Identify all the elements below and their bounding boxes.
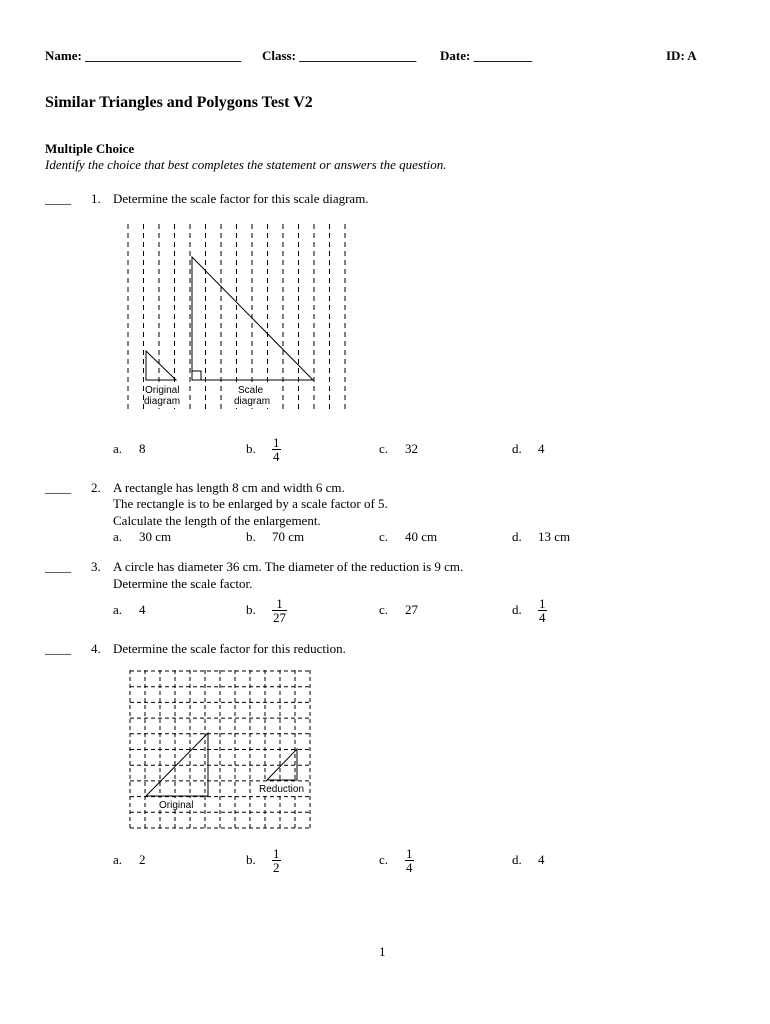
answer-blank: ____ — [45, 480, 71, 495]
option-text: 4 — [538, 441, 545, 456]
option-b — [246, 593, 287, 627]
option-a — [113, 843, 146, 877]
option-c — [379, 432, 418, 466]
option-letter: b. — [246, 441, 256, 456]
question-number: 3. — [91, 559, 101, 574]
option-fraction — [538, 597, 547, 624]
option-d — [512, 593, 547, 627]
original-triangle — [146, 733, 208, 796]
question-text: Determine the scale factor. — [113, 576, 253, 591]
option-text: 8 — [139, 441, 146, 456]
section-instructions: Identify the choice that best completes the statement or answers the question. — [45, 157, 447, 172]
option-c — [379, 529, 437, 545]
name-label: Name: — [45, 48, 82, 63]
question-text: A rectangle has length 8 cm and width 6 cm. — [113, 480, 345, 495]
class-blank: __________________ — [299, 48, 417, 63]
reduction-label: Reduction — [259, 784, 305, 795]
original-label-line2: diagram — [144, 396, 181, 407]
test-id: ID: A — [666, 48, 697, 63]
fraction-numerator: 1 — [539, 595, 546, 611]
original-label-line1: Original — [145, 385, 180, 396]
scale-diagram-figure — [118, 222, 368, 414]
date-field — [440, 48, 532, 64]
option-c — [379, 843, 414, 877]
fraction-denominator: 27 — [273, 609, 286, 625]
name-field — [45, 48, 241, 64]
page-number: 1 — [379, 944, 386, 959]
option-text: 40 cm — [405, 529, 438, 544]
option-letter: d. — [512, 441, 522, 456]
scale-label-line1: Scale — [238, 385, 264, 396]
question-text: The rectangle is to be enlarged by a scale factor of 5. — [113, 496, 388, 511]
option-letter: b. — [246, 529, 256, 544]
option-text: 2 — [139, 852, 146, 867]
class-field — [262, 48, 416, 64]
option-letter: c. — [379, 529, 389, 544]
answer-blank: ____ — [45, 191, 71, 206]
original-label: Original — [159, 800, 194, 811]
right-angle-marker — [192, 371, 201, 380]
fraction-denominator: 2 — [273, 859, 280, 875]
question-text: Calculate the length of the enlargement. — [113, 513, 321, 528]
option-d — [512, 529, 570, 545]
question-number: 2. — [91, 480, 101, 495]
option-letter: d. — [512, 529, 522, 544]
option-letter: c. — [379, 852, 389, 867]
option-letter: c. — [379, 441, 389, 456]
fraction-numerator: 1 — [273, 434, 280, 450]
option-text: 30 cm — [139, 529, 172, 544]
option-a — [113, 593, 146, 627]
answer-blank: ____ — [45, 559, 71, 574]
fraction-denominator: 4 — [406, 859, 413, 875]
question-number: 1. — [91, 191, 101, 206]
option-letter: d. — [512, 602, 522, 617]
option-text: 13 cm — [538, 529, 571, 544]
reduction-triangle — [267, 749, 297, 780]
option-text: 70 cm — [272, 529, 305, 544]
option-fraction — [272, 597, 287, 624]
fraction-numerator: 1 — [406, 845, 413, 861]
original-triangle — [146, 351, 176, 380]
option-b — [246, 843, 281, 877]
option-letter: b. — [246, 602, 256, 617]
date-label: Date: — [440, 48, 471, 63]
option-letter: b. — [246, 852, 256, 867]
option-d — [512, 432, 545, 466]
option-text: 32 — [405, 441, 418, 456]
option-letter: a. — [113, 529, 123, 544]
reduction-diagram-figure — [128, 668, 318, 832]
option-fraction — [405, 847, 414, 874]
question-text: Determine the scale factor for this reduction. — [113, 641, 346, 656]
option-a — [113, 529, 171, 545]
option-text: 27 — [405, 602, 418, 617]
fraction-denominator: 4 — [539, 609, 546, 625]
fraction-numerator: 1 — [273, 845, 280, 861]
scale-label-line2: diagram — [234, 396, 271, 407]
fraction-numerator: 1 — [276, 595, 283, 611]
option-fraction — [272, 847, 281, 874]
question-number: 4. — [91, 641, 101, 656]
section-title: Multiple Choice — [45, 141, 135, 156]
option-letter: a. — [113, 441, 123, 456]
option-c — [379, 593, 418, 627]
option-a — [113, 432, 146, 466]
option-letter: d. — [512, 852, 522, 867]
option-text: 4 — [139, 602, 146, 617]
page-title: Similar Triangles and Polygons Test V2 — [45, 94, 313, 111]
option-d — [512, 843, 545, 877]
dotted-grid — [130, 670, 310, 828]
fraction-denominator: 4 — [273, 448, 280, 464]
option-b — [246, 432, 281, 466]
class-label: Class: — [262, 48, 296, 63]
option-text: 4 — [538, 852, 545, 867]
date-blank: _________ — [473, 48, 533, 63]
question-text: Determine the scale factor for this scale diagram. — [113, 191, 369, 206]
answer-blank: ____ — [45, 641, 71, 656]
option-letter: a. — [113, 852, 123, 867]
option-fraction — [272, 436, 281, 463]
name-blank: ________________________ — [85, 48, 242, 63]
option-b — [246, 529, 304, 545]
option-letter: c. — [379, 602, 389, 617]
option-letter: a. — [113, 602, 123, 617]
question-text: A circle has diameter 36 cm. The diameter of the reduction is 9 cm. — [113, 559, 464, 574]
